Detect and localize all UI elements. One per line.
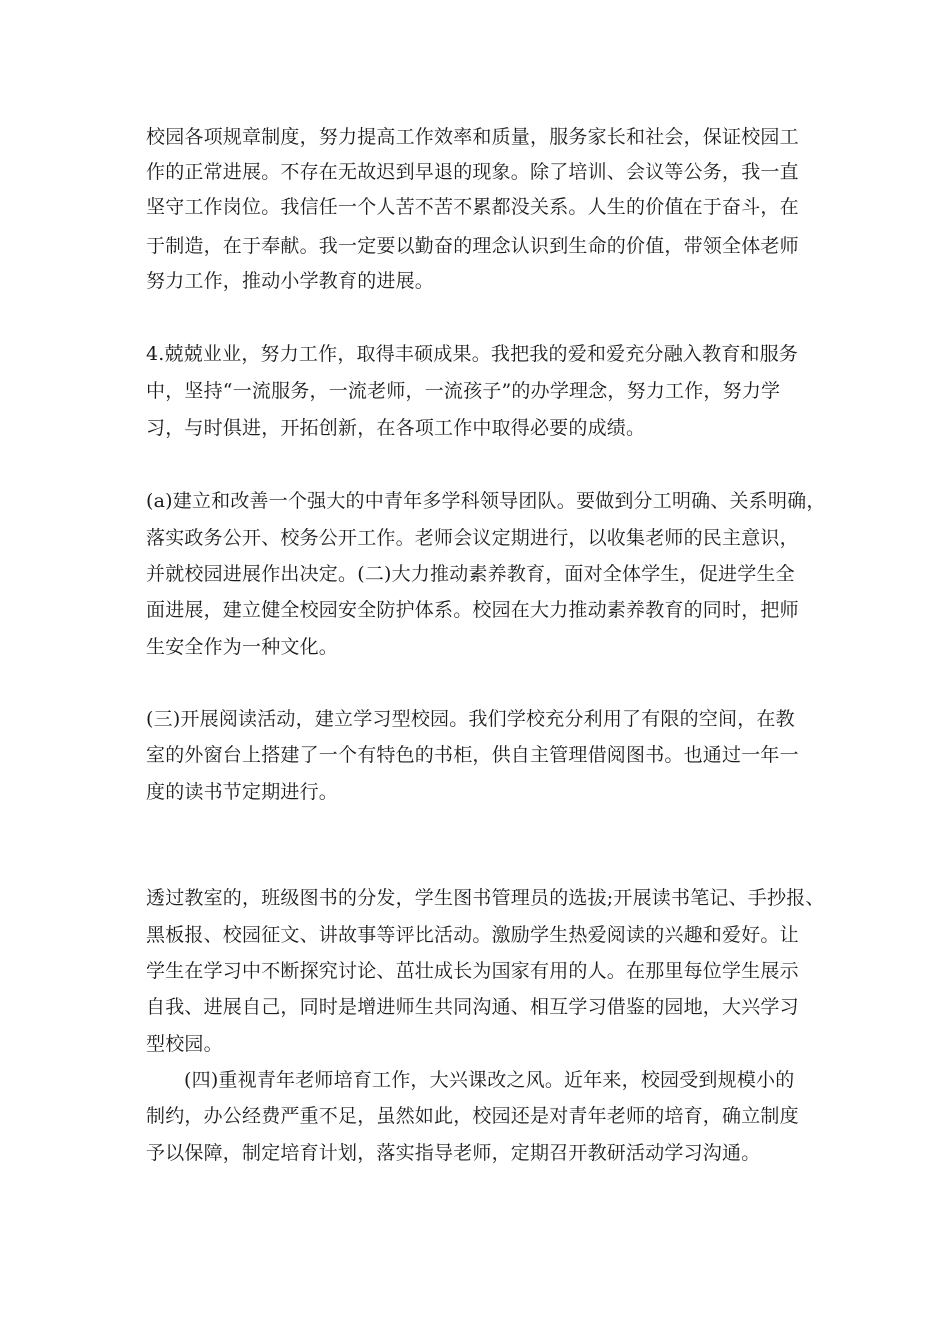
paragraph-5-line-4: 自我、进展自己，同时是增进师生共同沟通、相互学习借鉴的园地，大兴学习 — [146, 996, 799, 1018]
paragraph-3-line-4: 面进展，建立健全校园安全防护体系。校园在大力推动素养教育的同时，把师 — [146, 599, 799, 621]
paragraph-6-line-3: 予以保障，制定培育计划，落实指导老师，定期召开教研活动学习沟通。 — [146, 1142, 761, 1164]
paragraph-3-line-3: 并就校园进展作出决定。(二)大力推动素养教育，面对全体学生，促进学生全 — [146, 563, 795, 585]
paragraph-2-line-1: 4.兢兢业业，努力工作，取得丰硕成果。我把我的爱和爱充分融入教育和服务 — [146, 343, 799, 365]
paragraph-1-line-2: 作的正常进展。不存在无故迟到早退的现象。除了培训、会议等公务，我一直 — [146, 161, 799, 183]
paragraph-1-line-1: 校园各项规章制度，努力提高工作效率和质量，服务家长和社会，保证校园工 — [146, 126, 799, 148]
paragraph-4-line-3: 度的读书节定期进行。 — [146, 781, 339, 803]
paragraph-3-line-1: (a)建立和改善一个强大的中青年多学科领导团队。要做到分工明确、关系明确， — [146, 490, 826, 512]
paragraph-5-line-1: 透过教室的，班级图书的分发，学生图书管理员的选拔;开展读书笔记、手抄报、 — [146, 887, 825, 909]
paragraph-3-line-5: 生安全作为一种文化。 — [146, 636, 339, 658]
paragraph-4-line-1: (三)开展阅读活动，建立学习型校园。我们学校充分利用了有限的空间，在教 — [146, 708, 795, 730]
paragraph-6-line-1: (四)重视青年老师培育工作，大兴课改之风。近年来，校园受到规模小的 — [184, 1069, 795, 1091]
paragraph-5-line-2: 黑板报、校园征文、讲故事等评比活动。激励学生热爱阅读的兴趣和爱好。让 — [146, 924, 799, 946]
paragraph-1-line-3: 坚守工作岗位。我信任一个人苦不苦不累都没关系。人生的价值在于奋斗，在 — [146, 196, 799, 218]
paragraph-1-line-4: 于制造，在于奉献。我一定要以勤奋的理念认识到生命的价值，带领全体老师 — [146, 235, 799, 257]
paragraph-5-line-3: 学生在学习中不断探究讨论、茁壮成长为国家有用的人。在那里每位学生展示 — [146, 960, 799, 982]
paragraph-2-line-2: 中，坚持“一流服务，一流老师，一流孩子”的办学理念，努力工作，努力学 — [146, 380, 781, 402]
paragraph-2-line-3: 习，与时俱进，开拓创新，在各项工作中取得必要的成绩。 — [146, 417, 646, 439]
paragraph-4-line-2: 室的外窗台上搭建了一个有特色的书柜，供自主管理借阅图书。也通过一年一 — [146, 744, 799, 766]
paragraph-5-line-5: 型校园。 — [146, 1033, 223, 1055]
paragraph-6-line-2: 制约，办公经费严重不足，虽然如此，校园还是对青年老师的培育，确立制度 — [146, 1105, 799, 1127]
paragraph-1-line-5: 努力工作，推动小学教育的进展。 — [146, 270, 435, 292]
paragraph-3-line-2: 落实政务公开、校务公开工作。老师会议定期进行，以收集老师的民主意识， — [146, 527, 799, 549]
